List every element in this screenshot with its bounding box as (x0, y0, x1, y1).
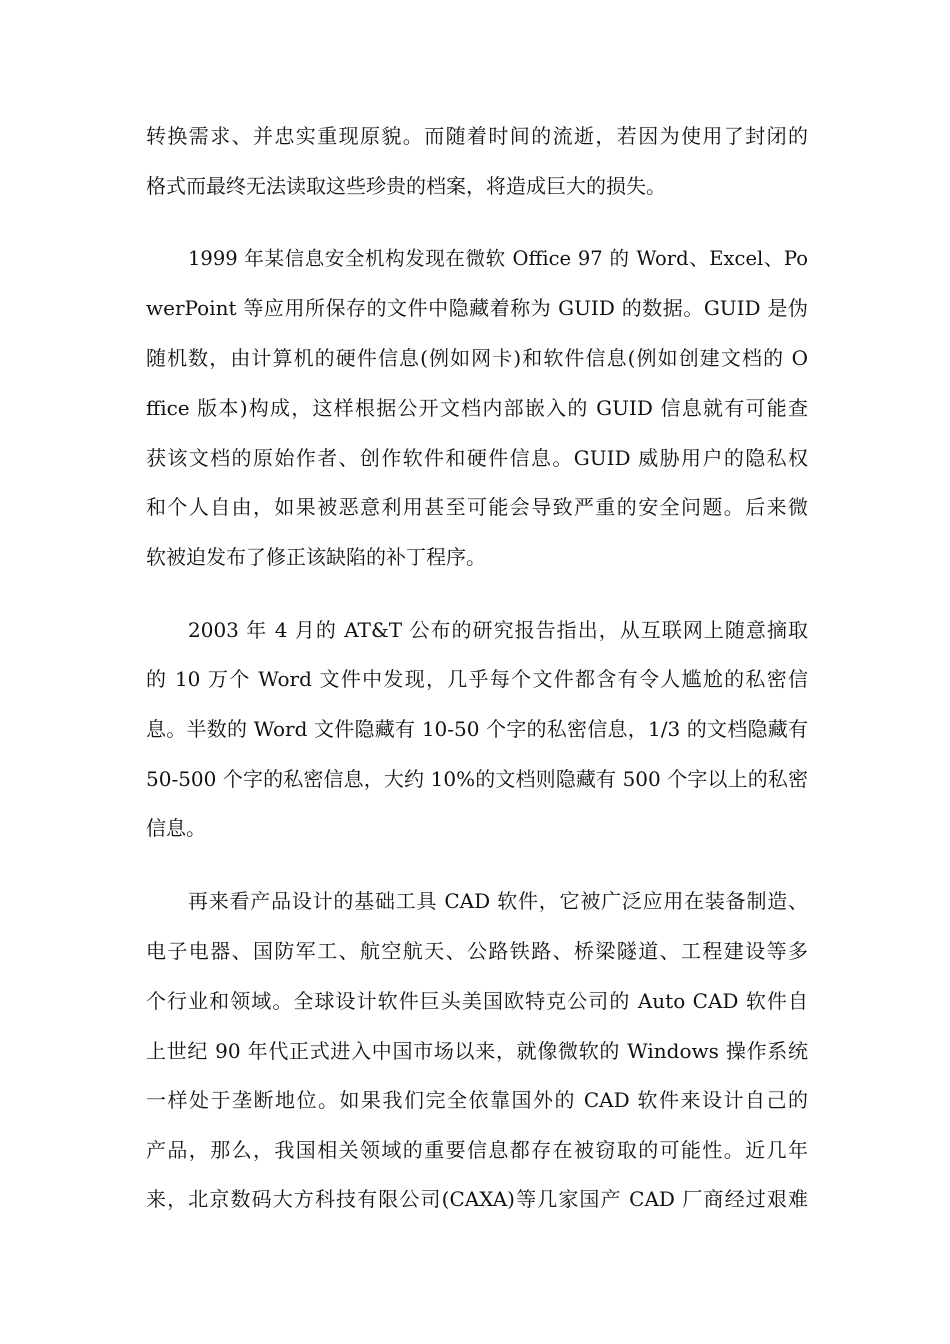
paragraph-4-line-7: 来，北京数码大方科技有限公司(CAXA)等几家国产 CAD 厂商经过艰难 (146, 1187, 808, 1211)
paragraph-3-line-5: 信息。 (146, 816, 206, 840)
paragraph-4-line-1: 再来看产品设计的基础工具 CAD 软件，它被广泛应用在装备制造、 (188, 889, 808, 913)
paragraph-2-line-3: 随机数，由计算机的硬件信息(例如网卡)和软件信息(例如创建文档的 O (146, 346, 808, 370)
paragraph-3-line-3: 息。半数的 Word 文件隐藏有 10-50 个字的私密信息，1/3 的文档隐藏有 (146, 717, 808, 741)
paragraph-2-line-5: 获该文档的原始作者、创作软件和硬件信息。GUID 威胁用户的隐私权 (146, 446, 808, 470)
paragraph-4-line-2: 电子电器、国防军工、航空航天、公路铁路、桥梁隧道、工程建设等多 (146, 939, 808, 963)
paragraph-3-line-4: 50-500 个字的私密信息，大约 10%的文档则隐藏有 500 个字以上的私密 (146, 767, 808, 791)
paragraph-1-line-2: 格式而最终无法读取这些珍贵的档案，将造成巨大的损失。 (146, 174, 666, 198)
paragraph-4-line-4: 上世纪 90 年代正式进入中国市场以来，就像微软的 Windows 操作系统 (146, 1039, 808, 1063)
paragraph-2-line-7: 软被迫发布了修正该缺陷的补丁程序。 (146, 545, 486, 569)
paragraph-2-line-6: 和个人自由，如果被恶意利用甚至可能会导致严重的安全问题。后来微 (146, 495, 808, 519)
paragraph-4-line-5: 一样处于垄断地位。如果我们完全依靠国外的 CAD 软件来设计自己的 (146, 1088, 808, 1112)
paragraph-4-line-3: 个行业和领域。全球设计软件巨头美国欧特克公司的 Auto CAD 软件自 (146, 989, 808, 1013)
paragraph-3-line-1: 2003 年 4 月的 AT&T 公布的研究报告指出，从互联网上随意摘取 (188, 618, 808, 642)
paragraph-2-line-4: ffice 版本)构成，这样根据公开文档内部嵌入的 GUID 信息就有可能查 (146, 396, 808, 420)
paragraph-2-line-1: 1999 年某信息安全机构发现在微软 Office 97 的 Word、Excel、Po (188, 247, 808, 270)
paragraph-1-line-1: 转换需求、并忠实重现原貌。而随着时间的流逝，若因为使用了封闭的 (146, 124, 808, 148)
paragraph-3-line-2: 的 10 万个 Word 文件中发现，几乎每个文件都含有令人尴尬的私密信 (146, 667, 808, 691)
paragraph-4-line-6: 产品，那么，我国相关领域的重要信息都存在被窃取的可能性。近几年 (146, 1138, 808, 1162)
paragraph-2-line-2: werPoint 等应用所保存的文件中隐藏着称为 GUID 的数据。GUID 是伪 (146, 296, 808, 320)
